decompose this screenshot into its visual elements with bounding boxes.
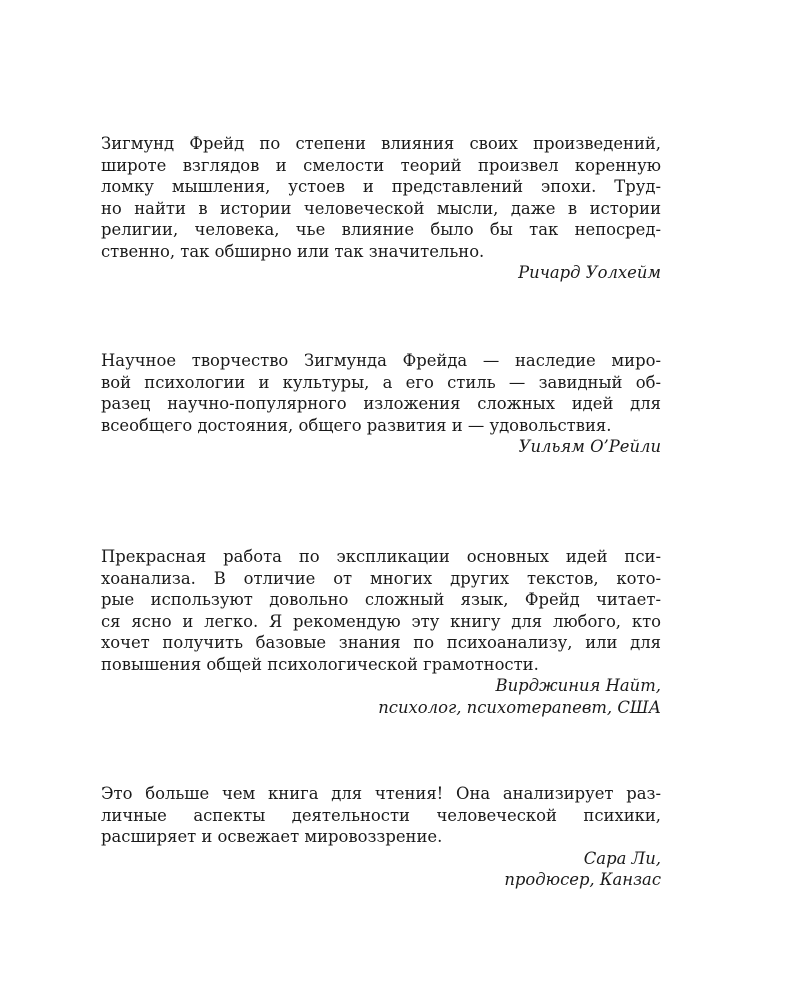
quote-line: расширяет и освежает мировоззрение.	[101, 827, 443, 846]
quote-line: Прекрасная работа по экспликации основных идей пси-	[101, 547, 661, 566]
quote-line: ся ясно и легко. Я рекомендую эту книгу для любого, кто	[101, 611, 661, 631]
quote-line: широте взглядов и смелости теорий произвел коренную	[101, 155, 661, 175]
quote-attribution-role: психолог, психотерапевт, США	[378, 697, 661, 717]
quote-block	[101, 350, 661, 458]
quote-attribution: Сара Ли,	[583, 848, 661, 868]
quote-line: вой психологии и культуры, а его стиль — завидный об-	[101, 372, 661, 392]
quote-line: ственно, так обширно или так значительно.	[101, 241, 485, 261]
quote-block	[101, 546, 661, 718]
quote-line: Это больше чем книга для чтения! Она анализирует раз-	[101, 784, 661, 803]
quote-block	[101, 783, 661, 891]
quote-line: всеобщего достояния, общего развития и — удовольствия.	[101, 415, 612, 435]
quote-line: разец научно-популярного изложения сложных идей для	[101, 394, 661, 413]
quote-attribution: Ричард Уолхейм	[518, 263, 661, 282]
quote-line: рые используют довольно сложный язык, Фрейд читает-	[101, 590, 661, 609]
quote-block	[101, 133, 661, 284]
quote-line: Научное творчество Зигмунда Фрейда — наследие миро-	[101, 351, 661, 370]
quote-line: Зигмунд Фрейд по степени влияния своих произведений,	[101, 134, 661, 153]
quote-attribution-role: продюсер, Канзас	[504, 870, 661, 889]
quote-attribution: Уильям О’Рейли	[518, 437, 661, 456]
quote-line: хоанализа. В отличие от многих других текстов, кото-	[101, 568, 661, 588]
quote-line: хочет получить базовые знания по психоанализу, или для	[101, 633, 661, 652]
quote-line: религии, человека, чье влияние было бы так непосред-	[101, 220, 661, 239]
quote-attribution: Вирджиния Найт,	[495, 676, 661, 695]
quote-line: ломку мышления, устоев и представлений эпохи. Труд-	[101, 177, 661, 196]
quote-line: но найти в истории человеческой мысли, даже в истории	[101, 198, 661, 218]
quote-line: личные аспекты деятельности человеческой психики,	[101, 805, 661, 825]
quote-line: повышения общей психологической грамотности.	[101, 654, 539, 674]
